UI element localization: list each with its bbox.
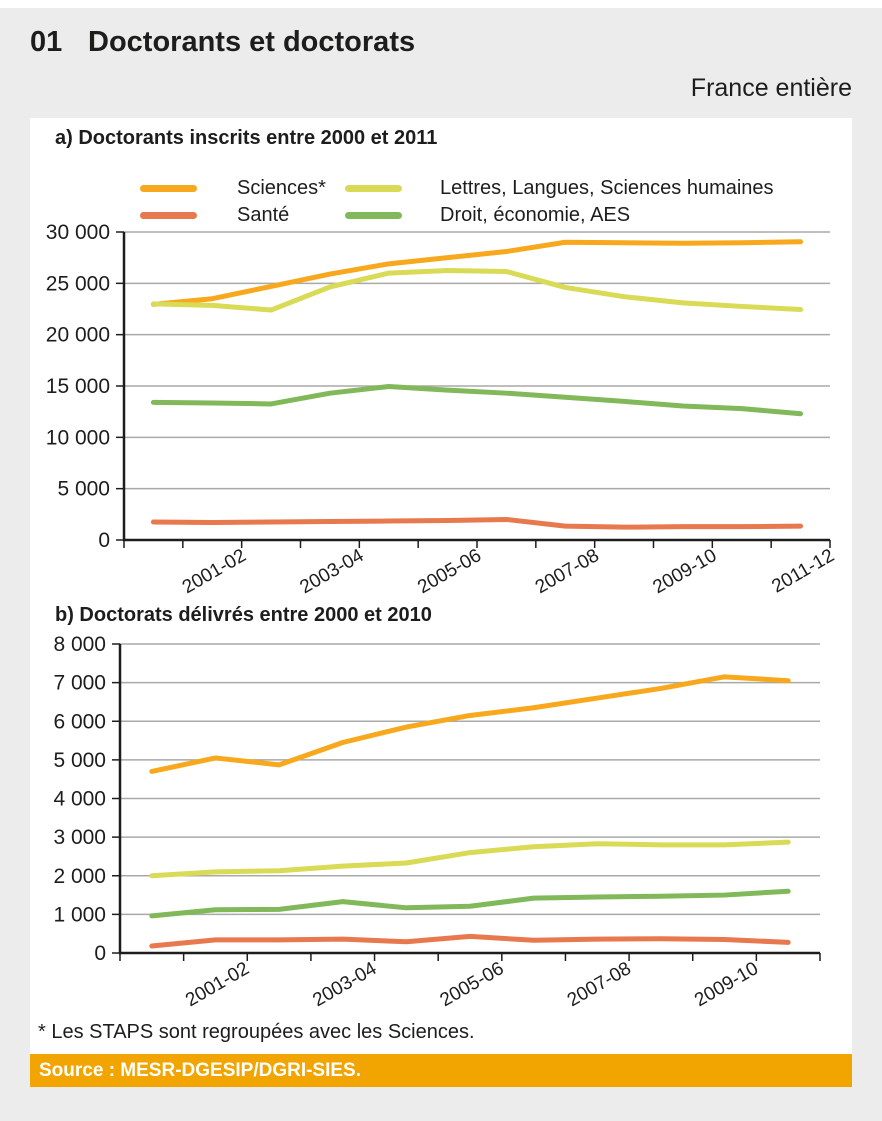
legend-label-droit: Droit, économie, AES	[440, 204, 631, 226]
legend-label-lettres: Lettres, Langues, Sciences humaines	[440, 177, 774, 199]
svg-text:2003-04: 2003-04	[309, 958, 381, 1012]
svg-text:3 000: 3 000	[53, 826, 106, 850]
region-label: France entière	[690, 74, 852, 102]
svg-text:2009-10: 2009-10	[649, 545, 721, 599]
chart-b-canvas	[30, 635, 852, 1035]
svg-text:25 000: 25 000	[45, 272, 110, 296]
source-text: Source : MESR-DGESIP/DGRI-SIES.	[39, 1060, 361, 1081]
svg-text:15 000: 15 000	[45, 375, 110, 398]
legend-label-sante: Santé	[237, 204, 290, 226]
svg-text:30 000: 30 000	[45, 221, 110, 244]
svg-text:7 000: 7 000	[53, 671, 106, 695]
page-title: Doctorants et doctorats	[88, 26, 416, 58]
legend-swatch-sciences	[140, 185, 197, 192]
svg-text:20 000: 20 000	[45, 323, 110, 347]
chart-a-canvas	[30, 220, 852, 612]
legend-swatch-sante	[140, 212, 197, 219]
svg-text:2007-08: 2007-08	[563, 958, 635, 1012]
svg-text:5 000: 5 000	[53, 748, 106, 772]
svg-text:2007-08: 2007-08	[531, 545, 603, 599]
chart-b-title: b) Doctorats délivrés entre 2000 et 2010	[55, 604, 432, 626]
svg-text:2 000: 2 000	[53, 864, 106, 888]
source-bar	[30, 1054, 852, 1087]
legend-swatch-droit	[345, 212, 402, 219]
page-number: 01	[30, 26, 63, 58]
svg-text:2011-12: 2011-12	[768, 545, 839, 598]
svg-text:2005-06: 2005-06	[414, 545, 486, 599]
legend-swatch-lettres	[345, 185, 402, 192]
svg-text:8 000: 8 000	[53, 635, 106, 656]
svg-text:10 000: 10 000	[45, 426, 110, 450]
svg-text:2001-02: 2001-02	[182, 958, 253, 1012]
svg-text:2001-02: 2001-02	[178, 545, 250, 599]
svg-text:5 000: 5 000	[57, 477, 110, 501]
svg-text:4 000: 4 000	[53, 787, 106, 811]
footnote: * Les STAPS sont regroupées avec les Sciences.	[38, 1021, 475, 1043]
chart-a-title: a) Doctorants inscrits entre 2000 et 2011	[55, 127, 438, 149]
legend-label-sciences: Sciences*	[237, 177, 326, 199]
svg-text:2009-10: 2009-10	[691, 958, 763, 1012]
svg-text:0: 0	[94, 942, 106, 965]
svg-text:1 000: 1 000	[53, 903, 106, 927]
svg-text:2005-06: 2005-06	[436, 958, 508, 1012]
svg-text:2003-04: 2003-04	[296, 545, 368, 599]
svg-text:0: 0	[98, 529, 110, 552]
page-top-margin	[0, 0, 882, 8]
svg-text:6 000: 6 000	[53, 710, 106, 734]
